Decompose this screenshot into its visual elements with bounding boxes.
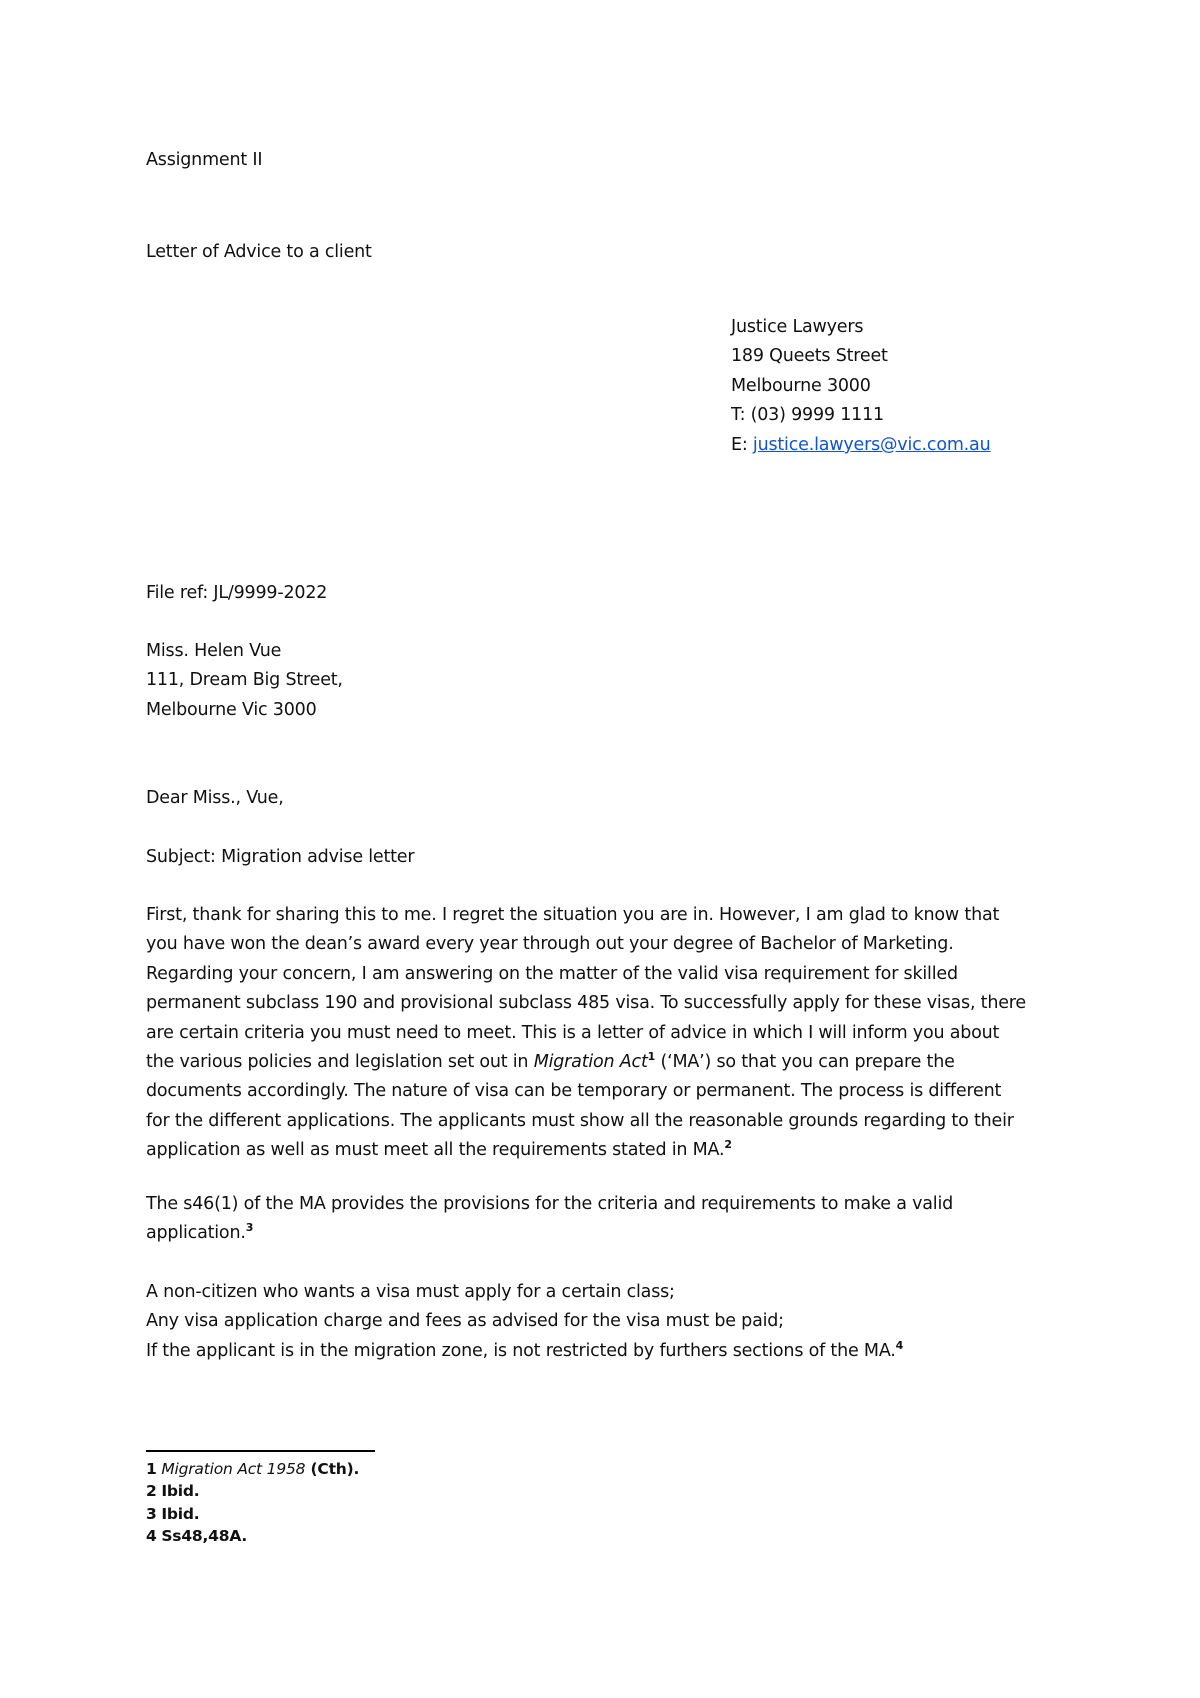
subject-line: Subject: Migration advise letter [146,847,415,867]
footnote-text: Ibid. [161,1504,200,1523]
footnote-text: Migration Act 1958 [161,1460,306,1478]
paragraph-text: If the applicant is in the migration zone, is not restricted by furthers sections of the MA. [146,1340,896,1361]
paragraph-line: Any visa application charge and fees as advised for the visa must be paid; [146,1311,784,1332]
firm-phone: T: (03) 9999 1111 [731,405,884,425]
paragraph-text: application. [146,1223,246,1244]
recipient-street: 111, Dream Big Street, [146,670,343,690]
paragraph-line: are certain criteria you must need to meet. This is a letter of advice in which I will inform you about [146,1022,1000,1043]
paragraph-line: for the different applications. The applicants must show all the reasonable grounds regarding to their [146,1110,1014,1131]
footnote-2 [146,1480,359,1502]
file-reference: File ref: JL/9999-2022 [146,583,328,603]
letter-type-heading: Letter of Advice to a client [146,242,372,262]
paragraph-line: permanent subclass 190 and provisional subclass 485 visa. To successfully apply for these visas, there [146,993,1026,1014]
paragraph-line: The s46(1) of the MA provides the provisions for the criteria and requirements to make a valid [146,1194,954,1214]
paragraph-line [146,1136,1076,1165]
firm-email-line [731,431,990,460]
firm-city: Melbourne 3000 [731,376,871,396]
recipient-city: Melbourne Vic 3000 [146,700,317,720]
firm-email-label: E: [731,435,753,455]
footnote-number: 1 [146,1460,157,1478]
footnote-ref-1[interactable]: 1 [647,1050,656,1064]
paragraph-line: Regarding your concern, I am answering on the matter of the valid visa requirement for skilled [146,963,958,984]
footnote-1 [146,1458,359,1480]
footnote-text: (Cth). [305,1460,360,1478]
paragraph-text: the various policies and legislation set out in [146,1052,534,1073]
paragraph-line: you have won the dean’s award every year through out your degree of Bachelor of Marketing. [146,934,954,955]
footnotes-list [146,1458,359,1547]
paragraph-line: documents accordingly. The nature of visa can be temporary or permanent. The process is different [146,1081,1002,1102]
paragraph-line [146,1337,1076,1366]
footnote-4 [146,1525,359,1547]
body-paragraph-1 [146,901,1076,1166]
footnote-number: 2 [146,1482,157,1501]
paragraph-line [146,1048,1076,1077]
footnote-number: 3 [146,1504,157,1523]
salutation: Dear Miss., Vue, [146,788,284,808]
footnote-divider [146,1450,375,1452]
body-paragraph-3 [146,1278,1076,1366]
recipient-name: Miss. Helen Vue [146,641,282,661]
migration-act-citation: Migration Act [533,1052,648,1073]
firm-email-link[interactable]: justice.lawyers@vic.com.au [752,435,991,455]
footnote-number: 4 [146,1526,157,1545]
footnote-ref-2[interactable]: 2 [724,1138,732,1152]
body-paragraph-2 [146,1190,1076,1249]
firm-street: 189 Queets Street [731,346,888,366]
footnote-3 [146,1503,359,1525]
footnote-text: Ibid. [161,1482,200,1501]
paragraph-text: (‘MA’) so that you can prepare the [655,1052,955,1073]
paragraph-line [146,1219,1076,1248]
footnote-ref-3[interactable]: 3 [245,1221,254,1235]
paragraph-text: application as well as must meet all the requirements stated in MA. [146,1140,725,1161]
paragraph-line: A non-citizen who wants a visa must apply for a certain class; [146,1282,675,1302]
paragraph-line: First, thank for sharing this to me. I regret the situation you are in. However, I am glad to know that [146,905,1000,925]
footnote-text: Ss48,48A. [161,1526,248,1545]
firm-name: Justice Lawyers [731,317,864,337]
footnote-ref-4[interactable]: 4 [895,1338,904,1352]
assignment-title: Assignment II [146,150,263,170]
